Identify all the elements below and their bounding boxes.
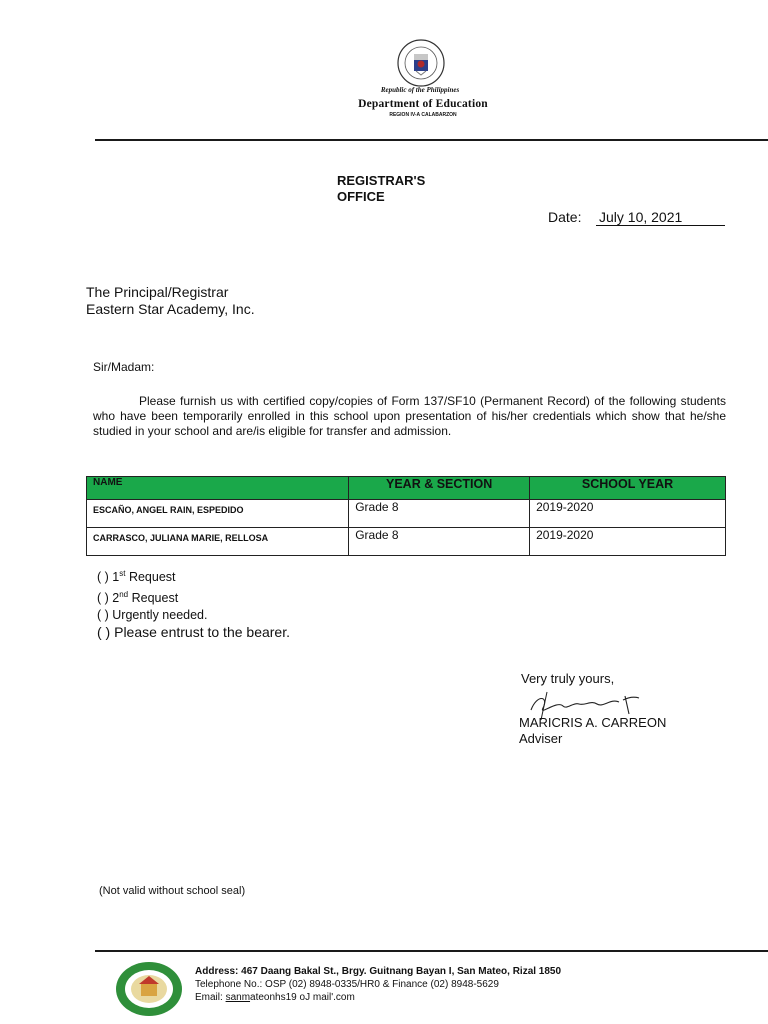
students-table bbox=[86, 476, 726, 556]
table-row bbox=[87, 528, 726, 556]
school-seal bbox=[114, 960, 184, 1018]
table-row bbox=[87, 500, 726, 528]
recipient-title: The Principal/Registrar bbox=[86, 284, 229, 300]
validity-note: (Not valid without school seal) bbox=[99, 885, 246, 897]
student-name: CARRASCO, JULIANA MARIE, RELLOSA bbox=[87, 528, 349, 556]
header-school-year: SCHOOL YEAR bbox=[530, 477, 726, 500]
signer-title: Adviser bbox=[519, 731, 563, 746]
closing-line: Very truly yours, bbox=[521, 671, 615, 686]
department-name: Department of Education bbox=[358, 98, 488, 110]
student-school-year: 2019-2020 bbox=[530, 500, 726, 528]
letter-body: Please furnish us with certified copy/copies of Form 137/SF10 (Permanent Record) of the following students who have been temporarily enrolled in this school upon presentation of his/her credentials which show that he/she studied in your school and are/is eligible for transfer and admission. bbox=[93, 394, 726, 438]
salutation: Sir/Madam: bbox=[93, 360, 155, 374]
signer-block bbox=[519, 715, 666, 747]
footer-telephone: Telephone No.: OSP (02) 8948-0335/HR0 & Finance (02) 8948-5629 bbox=[195, 979, 499, 990]
student-year-section: Grade 8 bbox=[349, 528, 530, 556]
first-request-option: ( ) 1st Request bbox=[97, 569, 176, 585]
office-title: REGISTRAR'S OFFICE bbox=[337, 173, 426, 204]
footer-address: Address: 467 Daang Bakal St., Brgy. Guitnang Bayan I, San Mateo, Rizal 1850 bbox=[195, 966, 562, 977]
student-name: ESCAÑO, ANGEL RAIN, ESPEDIDO bbox=[87, 500, 349, 528]
signer-name: MARICRIS A. CARREON bbox=[519, 715, 667, 730]
header-year-section: YEAR & SECTION bbox=[349, 477, 530, 500]
deped-seal bbox=[385, 38, 457, 88]
footer-divider bbox=[95, 950, 768, 952]
second-request-option: ( ) 2nd Request bbox=[97, 590, 179, 606]
student-year-section: Grade 8 bbox=[349, 500, 530, 528]
header-divider bbox=[95, 139, 768, 141]
republic-line: Republic of the Philippines bbox=[380, 86, 460, 94]
date-label: Date: bbox=[548, 209, 582, 225]
table-header-row bbox=[87, 477, 726, 500]
region-line: REGION IV-A CALABARZON bbox=[389, 112, 457, 118]
header-name: NAME bbox=[87, 477, 349, 500]
request-options bbox=[97, 565, 290, 641]
entrust-option: ( ) Please entrust to the bearer. bbox=[97, 624, 290, 641]
recipient-block bbox=[86, 284, 255, 318]
date-value: July 10, 2021 bbox=[596, 209, 725, 226]
footer-contact bbox=[195, 965, 561, 1004]
urgent-option: ( ) Urgently needed. bbox=[97, 608, 208, 623]
recipient-school: Eastern Star Academy, Inc. bbox=[86, 301, 255, 317]
student-school-year: 2019-2020 bbox=[530, 528, 726, 556]
footer-email: Email: sanmateonhs19 oJ mail'.com bbox=[195, 992, 355, 1003]
